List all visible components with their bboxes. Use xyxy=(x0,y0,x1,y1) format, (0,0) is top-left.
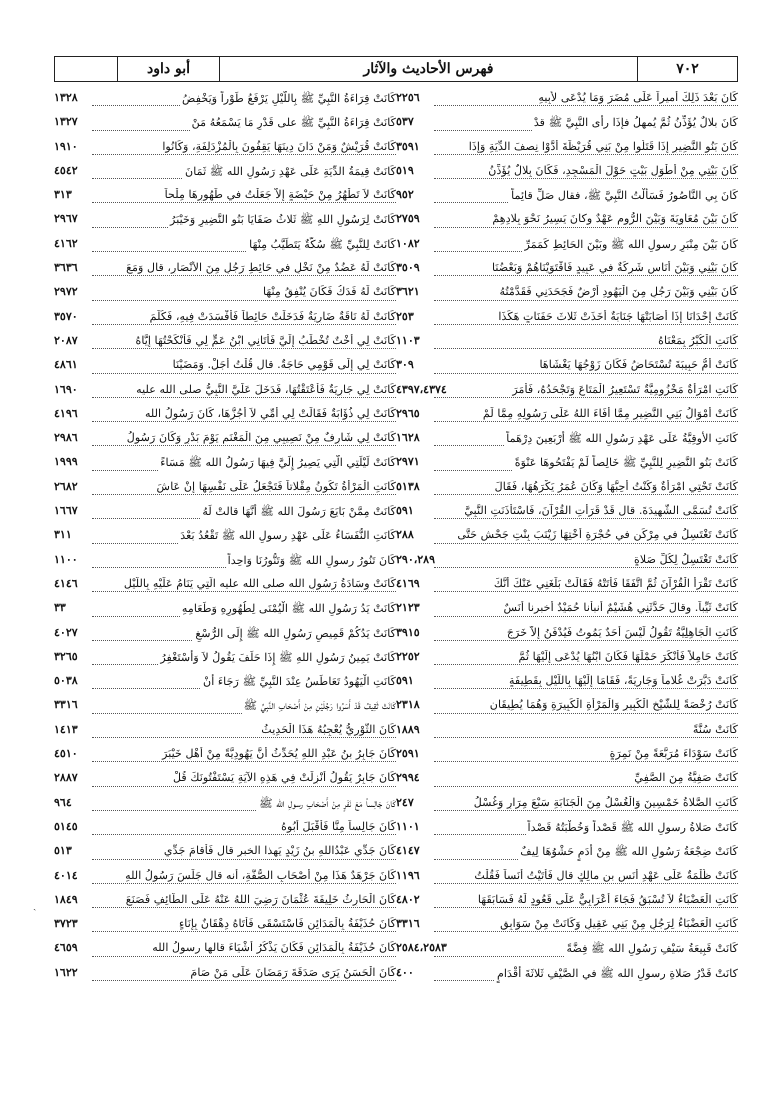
entry-hadith-number: ٢٨٨٧ xyxy=(54,771,78,785)
entry-hadith-number: ٤١٦٩ xyxy=(396,576,420,590)
entry-text: كَانَ بَنُو النَّضِيرِ إِذَا قَتَلُوا مِنْ بَنِي قُرَيْظَةَ أَدَّوْا نِصفَ الدِّيَةِ وَإِذَا xyxy=(468,139,738,153)
entry-hadith-number: ٣٣١٦ xyxy=(54,698,78,712)
index-entry xyxy=(396,332,738,356)
entry-text: كَانَتِ الْجَاهِلِيَّةُ تَقُولُ لَيْسَ أَحَدٌ يَمُوتُ فَيُدْفَنُ إِلاَّ خَرَجَ xyxy=(506,625,738,639)
entry-hadith-number: ٣٣ xyxy=(54,601,66,615)
index-entry xyxy=(396,696,738,720)
entry-hadith-number: ٣٠٩ xyxy=(396,358,414,372)
dot-leader xyxy=(434,567,738,568)
index-title: فهرس الأحاديث والآثار xyxy=(219,57,637,81)
index-entry xyxy=(396,113,738,137)
entry-hadith-number: ٤١٦٢ xyxy=(54,236,78,250)
dot-leader xyxy=(434,154,738,155)
index-entry xyxy=(54,308,396,332)
index-entry xyxy=(396,672,738,696)
entry-hadith-number: ٢٥٣ xyxy=(396,309,414,323)
index-entry xyxy=(54,502,396,526)
index-entry xyxy=(54,575,396,599)
index-entry xyxy=(396,526,738,550)
index-entry xyxy=(54,915,396,939)
index-entry xyxy=(54,259,396,283)
index-entry xyxy=(396,818,738,842)
entry-text: كَانَتْ لَهُ فَدَكُ فَكَانَ يُنْفِقُ مِنْهَا xyxy=(262,285,396,299)
margin-mark: ˏ xyxy=(33,900,37,911)
index-entry xyxy=(396,745,738,769)
entry-text: كَانَتْ مِمَّنْ بَايَعَ رَسُولَ الله ﷺ أَنَّهَا قالتْ لَهُ xyxy=(200,504,396,521)
dot-leader xyxy=(434,931,738,932)
index-entry xyxy=(396,89,738,113)
index-entry xyxy=(396,964,738,988)
entry-text: كَانَتْ لَهُ نَاقَةٌ ضَارِيَةٌ فَدَخَلَتْ حَائِطاً فَأَفْسَدَتْ فِيهِ، فَكُلِّمَ xyxy=(149,309,396,323)
entry-text: كَانَتْ ثَيِّباً. وقالَ حَدَّثَنِي هُشَيْمٌ أنبأنا حُمَيْدٌ أخبرنا أَنَسٌ xyxy=(503,601,738,615)
dot-leader xyxy=(92,154,396,155)
dot-leader xyxy=(92,202,396,203)
entry-hadith-number: ٢٤٧ xyxy=(396,795,414,809)
entry-text: كَانَ بَيْنَ مِنْبَرِ رسولِ الله ﷺ وبَيْنَ الحَائِطِ كَمَمَرِّ xyxy=(523,237,738,254)
dot-leader xyxy=(434,591,738,592)
entry-text: كَانَتْ يَمِينُ رَسُولِ اللهِ ﷺ إِذَا حَلَفَ يَقُولُ لاَ وَأَسْتَغْفِرُ xyxy=(158,650,396,667)
dot-leader xyxy=(434,373,738,374)
entry-text: كَانَتْ صَفِيَّةُ مِنَ الصَّفِيِّ xyxy=(634,771,738,785)
dot-leader xyxy=(92,737,396,738)
dot-leader xyxy=(434,421,738,422)
dot-leader xyxy=(434,178,738,179)
entry-text: كَانَتْ لِرَسُولِ اللهِ ﷺ ثَلاثُ صَفَايَا بَنُو النَّضِيرِ وَخَيْبَرُ xyxy=(168,212,396,229)
entry-hadith-number: ٤٥٤٢ xyxy=(54,163,78,177)
entry-hadith-number: ٥١٤٥ xyxy=(54,819,78,833)
index-entry xyxy=(396,381,738,405)
dot-leader xyxy=(92,397,396,398)
index-entry xyxy=(396,429,738,453)
entry-hadith-number: ١٩١٠ xyxy=(54,139,78,153)
index-entry xyxy=(396,235,738,259)
entry-text: كَانَتْ قِيمَةُ الدِّيَةِ عَلَى عَهْدِ رَسُولِ الله ﷺ ثَمَانَ xyxy=(183,164,396,181)
dot-leader xyxy=(434,105,738,106)
index-entry xyxy=(396,210,738,234)
dot-leader xyxy=(434,324,738,325)
entry-hadith-number: ١٩٩٩ xyxy=(54,455,78,469)
entry-hadith-number: ٤٨٠٢ xyxy=(396,892,420,906)
index-entry xyxy=(396,405,738,429)
entry-text: كَانَتْ إِحْدَانَا إِذَا أَصَابَتْهَا جَنَابَةٌ أَخَذَتْ ثَلاثَ حَفَنَاتٍ هَكَذَا xyxy=(498,309,738,323)
dot-leader xyxy=(92,494,396,495)
page-number: ٧٠٢ xyxy=(637,57,737,81)
entry-hadith-number: ٢١٢٣ xyxy=(396,601,420,615)
index-entry xyxy=(396,186,738,210)
index-entry xyxy=(396,551,738,575)
entry-hadith-number: ٢٦٨٢ xyxy=(54,479,78,493)
dot-leader xyxy=(434,616,738,617)
entry-hadith-number: ١١٩٦ xyxy=(396,868,420,882)
index-entry xyxy=(54,745,396,769)
entry-hadith-number: ٥٩١ xyxy=(396,674,414,688)
dot-leader xyxy=(92,907,396,908)
dot-leader xyxy=(434,348,738,349)
entry-text: كَانَتْ دَبَّرَتْ غُلاماً وَجَارِيَةً، فَقَامَا إِلَيْهَا بِاللَّيْلِ بِقَطِيفَةٍ xyxy=(508,674,738,688)
entry-text: كَانَ بَيْنَ مُعَاوِيَةَ وَبَيْنَ الرُّومِ عَهْدٌ وكانَ يَسِيرُ نَحْوَ بِلادِهِمْ xyxy=(492,212,738,226)
index-entry xyxy=(54,478,396,502)
entry-text: كَانَ بَعْدَ ذَلِكَ أميراً عَلَى مُضَرَ وَمَا يُدْعَى لأَبِيهِ xyxy=(538,91,738,104)
index-entry xyxy=(396,794,738,818)
entry-text: كَانَتْ لِي جَارِيَةٌ فَأَعْتَقْتُهَا، فَدَخَلَ عَلَيَّ النَّبِيُّ صلى الله عليه xyxy=(136,382,396,396)
entry-hadith-number: ١٠٨٢ xyxy=(396,236,420,250)
index-entry xyxy=(54,405,396,429)
entry-hadith-number: ٢٩٠،٢٨٩ xyxy=(396,552,435,566)
dot-leader xyxy=(92,956,396,957)
dot-leader xyxy=(434,227,738,228)
entry-hadith-number: ٢٥٩١ xyxy=(396,747,420,761)
entry-hadith-number: ٢٩٩٤ xyxy=(396,771,420,785)
entry-hadith-number: ١٨٤٩ xyxy=(54,892,78,906)
index-entry xyxy=(54,235,396,259)
entry-text: كَانَتْ وِسَادَةُ رَسُولِ الله صلى الله عليه الّتِي يَنَامُ عَلَيْهِ بِاللَّيْلِ xyxy=(123,576,396,590)
dot-leader xyxy=(92,883,396,884)
entry-hadith-number: ١٦٩٠ xyxy=(54,382,78,396)
entry-hadith-number: ٥١٣٨ xyxy=(396,479,420,493)
index-entry xyxy=(396,259,738,283)
entry-text: كَانَتْ تَغْتَسِلُ لِكُلِّ صَلاةٍ xyxy=(634,552,738,566)
entry-hadith-number: ٢٣١٨ xyxy=(396,698,420,712)
index-entry xyxy=(396,575,738,599)
entry-hadith-number: ٣٦٢١ xyxy=(396,285,420,299)
entry-text: كَانَ جَدِّي عَبْدُاللهِ بنُ زَيْدٍ يَهذا الخبرِ قال فَأَقامَ جَدِّي xyxy=(163,844,396,858)
dot-leader xyxy=(434,737,738,738)
index-entry xyxy=(396,162,738,186)
entry-hadith-number: ٩٦٤ xyxy=(54,795,72,809)
index-entry xyxy=(54,283,396,307)
entry-hadith-number: ٣١٣ xyxy=(54,188,72,202)
index-entry xyxy=(396,867,738,891)
entry-hadith-number: ١١٠٠ xyxy=(54,552,78,566)
index-entry xyxy=(54,672,396,696)
entry-hadith-number: ٤٠٢٧ xyxy=(54,625,78,639)
entry-text: كَانَتْ صَلاةُ رسولِ الله ﷺ قَصْداً وَخُطْبَتُهُ قَصْداً xyxy=(526,820,739,837)
entry-text: كَانَتِ امْرَأَةٌ مَخْزُومِيَّةٌ تَسْتَعِيرُ الْمَتَاعَ وَتَجْحَدُهُ، فَأَمَرَ xyxy=(512,382,738,396)
entry-text: كَانَتْ قِرَاءَةُ النَّبِيِّ ﷺ بِاللَّيْلِ يَرْفَعُ طَوْراً وَيَخْفِضُ xyxy=(180,91,396,108)
index-entry xyxy=(54,648,396,672)
entry-hadith-number: ١٦٢٨ xyxy=(396,431,420,445)
entry-hadith-number: ٣٥٠٩ xyxy=(396,261,420,275)
dot-leader xyxy=(434,810,738,811)
left-column xyxy=(54,89,396,988)
dot-leader xyxy=(434,761,738,762)
entry-hadith-number: ٢٩٦٥ xyxy=(396,406,420,420)
entry-text: كَانَتِ الْيَهُودُ تَعَاطَسُ عِنْدَ النَّبِيِّ ﷺ رَجَاءَ أَنْ xyxy=(201,674,396,691)
index-entry xyxy=(54,794,396,818)
entry-hadith-number: ٢٥٨٤،٢٥٨٣ xyxy=(396,941,447,955)
entry-hadith-number: ٣٧٢٣ xyxy=(54,917,78,931)
index-entry xyxy=(396,599,738,623)
entry-hadith-number: ٢٩٧٢ xyxy=(54,285,78,299)
dot-leader xyxy=(434,907,738,908)
entry-text: كَانَتْ لِي إِلَى قَوْمِي حَاجَةٌ. قال قُلْتُ أَجَلْ. وَمَضَيْنَا xyxy=(172,358,396,372)
entry-text: كَانَ بَيْنِي وَبَيْنَ أُنَاسٍ شَرِكَةٌ في عَبِيدٍ فَاقْتَوَيْنَاهُمْ وَبَعْضُنَا xyxy=(491,261,738,275)
entry-text: كَانَتِ النُّفَسَاءُ عَلَى عَهْدِ رسولِ الله ﷺ تَقْعُدُ بَعْدَ xyxy=(178,528,396,545)
entry-hadith-number: ١٣٢٧ xyxy=(54,115,78,129)
entry-text: كَانَتْ رُخْصَةً لِلشَّيْخِ الْكَبِيرِ وَالْمَرْأَةِ الْكَبِيرَةِ وَهُمَا يُطِيقَانِ xyxy=(489,698,738,712)
index-entry xyxy=(396,308,738,332)
entry-text: كَانَتْ سَوْدَاءَ مُرَبَّعَةً مِنْ نَمِرَةٍ xyxy=(609,747,738,761)
entry-text: كَانَتْ تُسَمَّى الشَّهِيدَةَ. قال قَدْ قَرَأَتِ القُرْآنَ، فَاسْتَأْذَنَتِ النَّبِيَّ xyxy=(464,504,738,518)
dot-leader xyxy=(434,883,738,884)
index-entry xyxy=(396,502,738,526)
entry-text: كَانَتْ ثَقِيفُ قَدْ أَسَرُوا رَجُلَيْنِ مِنْ أَصْحَابِ النَّبِيِّ ﷺ xyxy=(242,698,397,715)
index-entry xyxy=(54,526,396,550)
dot-leader xyxy=(434,397,738,398)
entry-text: كَانَ جَابِرٌ يَقُولُ أُنْزِلَتْ فِي هَذِهِ الآيَةِ يَسْتَفْتُونَكَ قُلْ xyxy=(172,771,396,785)
index-entry xyxy=(54,769,396,793)
entry-text: كَانَتِ الصَّلاةُ خَمْسِينَ وَالْغُسْلُ مِنَ الْجَنَابَةِ سَبْعَ مِرَارٍ وَغُسْلُ xyxy=(473,795,738,809)
dot-leader xyxy=(92,373,396,374)
index-entry xyxy=(54,551,396,575)
page-header xyxy=(54,56,738,82)
dot-leader xyxy=(92,786,396,787)
entry-text: كَانَ تَنُورُ رسولِ الله ﷺ وَتَنُّورُنَا وَاحِداً xyxy=(226,553,396,570)
entry-text: كَانَتِ الْكُبْرُ بِمَعْنَاهُ xyxy=(658,333,738,347)
entry-text: كَانَ جَالِساً مَعَ نَفَرٍ مِنْ أَصْحَابِ رسولِ الله ﷺ xyxy=(257,796,396,813)
index-entry xyxy=(54,939,396,963)
entry-hadith-number: ٤٦٥٩ xyxy=(54,941,78,955)
index-entry xyxy=(396,478,738,502)
entry-text: كَانَ حُذَيْفَةُ بِالْمَدَائِنِ فَكَانَ يَذْكُرُ أَشْيَاءَ قالها رسولُ الله xyxy=(152,941,396,955)
dot-leader xyxy=(92,275,396,276)
index-entry xyxy=(54,696,396,720)
entry-hadith-number: ٤١٤٧ xyxy=(396,844,420,858)
entry-text: كَانَ جَالِساً مِنَّا فَأَقْبَلَ أَبُوهُ xyxy=(281,819,396,833)
index-entry xyxy=(54,453,396,477)
entry-text: كَانَتْ لِلنَّبِيِّ ﷺ سُكَّةٌ يَتَطَيَّبُ مِنْهَا xyxy=(247,237,396,254)
entry-hadith-number: ٤٠٠ xyxy=(396,965,414,979)
index-entry xyxy=(54,842,396,866)
dot-leader xyxy=(92,859,396,860)
entry-text: كَانَتْ تَحْتِي امْرَأَةٌ وَكُنْتُ أُحِبُّهَا وَكَانَ عُمَرُ يَكْرَهُهَا، فَقَالَ xyxy=(494,479,738,493)
entry-hadith-number: ٢٠٨٧ xyxy=(54,333,78,347)
entry-text: كَانَ الْحَسَنُ يَرَى صَدَقَةَ رَمَضَانَ عَلَى مَنْ صَامَ xyxy=(190,965,396,979)
entry-text: كَانَتِ الْمَرْأَةُ تَكُونُ مِقْلاتاً فَتَجْعَلُ عَلَى نَفْسِهَا إِنْ عَاشَ xyxy=(156,479,396,493)
entry-hadith-number: ٢٢٥٦ xyxy=(396,91,420,104)
entry-text: كَانَ بلالٌ يُؤَذِّنُ ثُمَّ يُمهلُ فإذَا رأَى النَّبِيَّ ﷺ قدْ xyxy=(532,115,738,132)
entry-text: كَانَتْ أَمْوَالُ بَنِي النَّضِيرِ مِمَّا أَفَاءَ اللهُ عَلَى رَسُولِهِ مِمَّا لَمْ xyxy=(482,406,738,420)
entry-hadith-number: ١٣٢٨ xyxy=(54,91,78,104)
dot-leader xyxy=(434,640,738,641)
entry-hadith-number: ٤١٩٦ xyxy=(54,406,78,420)
dot-leader xyxy=(434,300,738,301)
index-entry xyxy=(396,842,738,866)
entry-hadith-number: ٥٠٣٨ xyxy=(54,674,78,688)
dot-leader xyxy=(434,786,738,787)
dot-leader xyxy=(434,688,738,689)
entry-hadith-number: ٢٩٨٦ xyxy=(54,431,78,445)
index-entry xyxy=(396,915,738,939)
dot-leader xyxy=(92,300,396,301)
index-entry xyxy=(54,818,396,842)
header-empty-cell xyxy=(55,57,117,81)
entry-hadith-number: ١٤١٣ xyxy=(54,722,78,736)
index-entry xyxy=(396,138,738,162)
index-entry xyxy=(54,138,396,162)
entry-hadith-number: ٣٦٣٦ xyxy=(54,261,78,275)
entry-text: كَانَتْ لِي ذُؤَابَةٌ فَقَالَتْ لِي أُمِّي لاَ أَجُزُّهَا، كَانَ رَسُولُ الله xyxy=(144,406,396,420)
entry-text: كَانَ الْحَارِثُ خَلِيفَةَ عُثْمَانَ رَضِيَ اللهُ عَنْهُ عَلَى الطَّائِفِ فَصَنَعَ xyxy=(125,892,396,906)
index-entry xyxy=(396,721,738,745)
dot-leader xyxy=(92,445,396,446)
index-entry xyxy=(396,283,738,307)
index-entry xyxy=(54,356,396,380)
dot-leader xyxy=(92,324,396,325)
index-entry xyxy=(54,964,396,988)
dot-leader xyxy=(434,275,738,276)
entry-text: كَانَتْ لِي أُخْتٌ تُخْطَبُ إِلَيَّ فَأَتَانِي ابْنُ عَمٍّ لِي فَأَنْكَحْتُهَا إِيَّاهُ xyxy=(135,333,396,347)
entry-hadith-number: ٢٩٦٧ xyxy=(54,212,78,226)
entry-text: كانَتْ قَدْرُ صَلاةِ رسولِ الله ﷺ في الصَّيْفِ ثَلاثَةَ أَقْدَامٍ xyxy=(495,966,738,983)
entry-hadith-number: ٣٩١٥ xyxy=(396,625,420,639)
entry-text: كَانَتْ لِي شَارِفٌ مِنْ نَصِيبِي مِنَ الْمَغْنَمِ يَوْمَ بَدْرٍ وَكَانَ رَسُولُ xyxy=(126,431,396,445)
index-entry xyxy=(54,429,396,453)
entry-hadith-number: ٥٣٧ xyxy=(396,115,414,129)
entry-hadith-number: ٤٠١٤ xyxy=(54,868,78,882)
entry-text: كَانَتْ أُمُّ حَبِيبَةَ تُسْتَحَاضُ فَكَانَ زَوْجُهَا يَغْشَاهَا xyxy=(539,358,738,372)
entry-text: كَانَتِ الْعَضْبَاءُ لاَ تُسْبَقُ فَجَاءَ أَعْرَابِيٌّ عَلَى قَعُودٍ لَهُ فَسَابَقَهَا xyxy=(477,892,738,906)
entry-text: كَانَتْ تَقْرَأُ الْقُرْآنَ ثُمَّ اتَّفَقَا فَأَتَتْهُ فَقَالَتْ بَلَغَنِي عَنْكَ أَنَّكَ xyxy=(493,576,738,590)
index-entry xyxy=(54,381,396,405)
dot-leader xyxy=(92,761,396,762)
entry-hadith-number: ٣٥٩١ xyxy=(396,139,420,153)
entry-text: كَانَتِ الْعَضْبَاءُ لِرَجُلٍ مِنْ بَنِي عَقِيلٍ وَكَانَتْ مِنْ سَوَابِقِ xyxy=(500,917,738,931)
dot-leader xyxy=(92,980,396,981)
right-column xyxy=(396,89,738,988)
entry-hadith-number: ٣٣١٦ xyxy=(396,917,420,931)
entry-hadith-number: ٣١١ xyxy=(54,528,72,542)
dot-leader xyxy=(434,713,738,714)
entry-hadith-number: ١١٠١ xyxy=(396,819,420,833)
entry-hadith-number: ٤٥١٠ xyxy=(54,747,78,761)
entry-hadith-number: ٤١٤٦ xyxy=(54,576,78,590)
entry-text: كَانَتْ سُنَّةً xyxy=(692,722,738,736)
dot-leader xyxy=(92,591,396,592)
index-entry xyxy=(54,599,396,623)
entry-hadith-number: ٣٢٦٥ xyxy=(54,649,78,663)
entry-text: كَانَ بِي النَّاصُورُ فَسَأَلْتُ النَّبِيَّ ﷺ، فقال صَلِّ قائِماً xyxy=(509,188,738,205)
entry-text: كَانَ حُذَيْفَةُ بِالْمَدَائِنِ فَاسْتَسْقَى فَأَتَاهُ دِهْقَانٌ بِإِنَاءٍ xyxy=(179,917,396,931)
entry-hadith-number: ١٨٨٩ xyxy=(396,722,420,736)
entry-hadith-number: ٢٨٨ xyxy=(396,528,414,542)
dot-leader xyxy=(92,421,396,422)
entry-hadith-number: ١٦٦٧ xyxy=(54,504,78,518)
index-entry xyxy=(396,891,738,915)
index-entry xyxy=(54,332,396,356)
entry-text: كَانَ بَيْتِي مِنْ أَطْوَلِ بَيْتٍ حَوْلَ الْمَسْجِدِ، فَكَانَ بِلالٌ يُؤَذِّنُ xyxy=(488,163,738,177)
dot-leader xyxy=(434,543,738,544)
entry-text: كَانَتْ تَغْتَسِلُ في مِرْكَنٍ في حُجْرَةِ أُخْتِهَا زَيْنَبَ بِنْتِ جَحْشٍ حَتَّى xyxy=(457,528,738,542)
entry-text: كَانَتْ يَدُ رَسُولِ الله ﷺ الْيُمْنَى لِطُهُورِهِ وَطَعَامِهِ xyxy=(180,601,396,618)
entry-hadith-number: ٥١٩ xyxy=(396,163,414,177)
index-entry xyxy=(54,891,396,915)
entry-text: كَانَتْ ظُلْمَةٌ عَلَى عَهْدِ أَنَسِ بنِ مالِكٍ قال فَأَتَيْتُ أَنَساً فَقُلْتُ xyxy=(474,868,738,882)
entry-text: كَانَتْ لاَ تَطْهُرُ مِنْ حَيْضَةٍ إِلاَّ جَعَلْتُ في طَهُورِهَا مِلْحاً xyxy=(164,188,396,202)
index-entry xyxy=(54,186,396,210)
index-entry xyxy=(396,648,738,672)
entry-text: كَانَتِ الأُوقِيَّةُ عَلَى عَهْدِ رَسُولِ الله ﷺ أَرْبَعِينَ دِرْهَماً xyxy=(504,431,738,448)
entry-text: كَانَتْ ضِجْعَةُ رَسُولِ الله ﷺ مِنْ أَدَمٍ حَشْوُهَا لِيفٌ xyxy=(518,844,738,861)
entry-text: كَانَ جَابِرُ بنُ عَبْدِ اللهِ يُحَدِّثُ أَنَّ يَهُودِيَّةً مِنْ أَهْلِ خَيْبَرَ xyxy=(162,747,396,761)
entry-text: كَانَتْ قِرَاءَةُ النَّبِيِّ ﷺ على قَدْرِ مَا يَسْمَعُهُ مَنْ xyxy=(190,115,396,132)
dot-leader xyxy=(92,834,396,835)
entry-text: كَانَتْ بَنُو النَّضِيرِ لِلنَّبِيِّ ﷺ خَالِصاً لَمْ يَفْتَحُوهَا عَنْوَةً xyxy=(513,455,738,472)
entry-text: كَانَتْ حَامِلاً فَأَنْكَرَ حَمْلَهَا فَكَانَ ابْنُهَا يُدْعَى إِلَيْهَا ثُمَّ xyxy=(518,649,738,663)
index-entry xyxy=(54,89,396,113)
entry-hadith-number: ١٦٢٢ xyxy=(54,965,78,979)
entry-text: كَانَتْ قُرَيْشٌ وَمَنْ دَانَ دِينَهَا يَقِفُونَ بِالْمُزْدَلِفَةِ، وَكَانُوا xyxy=(162,139,396,153)
entry-hadith-number: ١١٠٣ xyxy=(396,333,420,347)
dot-leader xyxy=(434,494,738,495)
entry-hadith-number: ٣٥٧٠ xyxy=(54,309,78,323)
entry-hadith-number: ٩٥٢ xyxy=(396,188,414,202)
index-entry xyxy=(396,356,738,380)
index-entry xyxy=(54,867,396,891)
entry-text: كَانَتْ لَيْلَتِي الَّتِي يَصِيرُ إِلَيَّ فِيهَا رَسُولُ الله ﷺ مَسَاءً xyxy=(158,455,396,472)
dot-leader xyxy=(92,931,396,932)
entry-text: كَانَتْ لَهُ عَضُدٌ مِنْ نَخْلٍ في حَائِطِ رَجُلٍ مِنَ الأَنْصَارِ، قال وَمَعَ xyxy=(126,261,396,275)
entry-hadith-number: ٤٨٦١ xyxy=(54,358,78,372)
index-entry xyxy=(396,453,738,477)
entry-text: كَانَ جَرْهَدٌ هَذَا مِنْ أَصْحَابِ الصُّفَّةِ، أنه قال جَلَسَ رَسُولُ اللهِ xyxy=(125,868,396,882)
entry-hadith-number: ٥٩١ xyxy=(396,504,414,518)
book-name: أبو داود xyxy=(117,57,219,81)
entry-text: كَانَ الثَّوْرِيُّ يُعْجِبُهُ هَذَا الْحَدِيثُ xyxy=(261,722,396,736)
entry-hadith-number: ٤٣٩٧،٤٣٧٤ xyxy=(396,382,447,396)
entry-text: كَانَ بَيْنِي وَبَيْنَ رَجُلٍ مِنَ الْيَهُودِ أَرْضٌ فَجَحَدَنِي فَقَدَّمْتُهُ xyxy=(499,285,738,299)
index-entry xyxy=(54,162,396,186)
index-entry xyxy=(396,624,738,648)
entry-hadith-number: ٢٩٧١ xyxy=(396,455,420,469)
entry-hadith-number: ٥١٣ xyxy=(54,844,72,858)
index-entry xyxy=(54,113,396,137)
index-entry xyxy=(54,210,396,234)
index-entry xyxy=(396,769,738,793)
index-entry xyxy=(396,939,738,963)
entry-text: كَانَتْ يَدُكُمْ قَمِيصِ رَسُولِ الله ﷺ إِلَى الرُّسْغِ xyxy=(193,626,396,643)
entry-hadith-number: ٢٧٥٩ xyxy=(396,212,420,226)
index-entry xyxy=(54,624,396,648)
entry-text: كَانَتْ قَبِيعَةُ سَيْفِ رَسُولِ الله ﷺ فِضَّةً xyxy=(565,941,738,958)
entry-hadith-number: ٢٢٥٢ xyxy=(396,649,420,663)
index-entry xyxy=(54,721,396,745)
dot-leader xyxy=(434,664,738,665)
dot-leader xyxy=(92,348,396,349)
dot-leader xyxy=(434,518,738,519)
